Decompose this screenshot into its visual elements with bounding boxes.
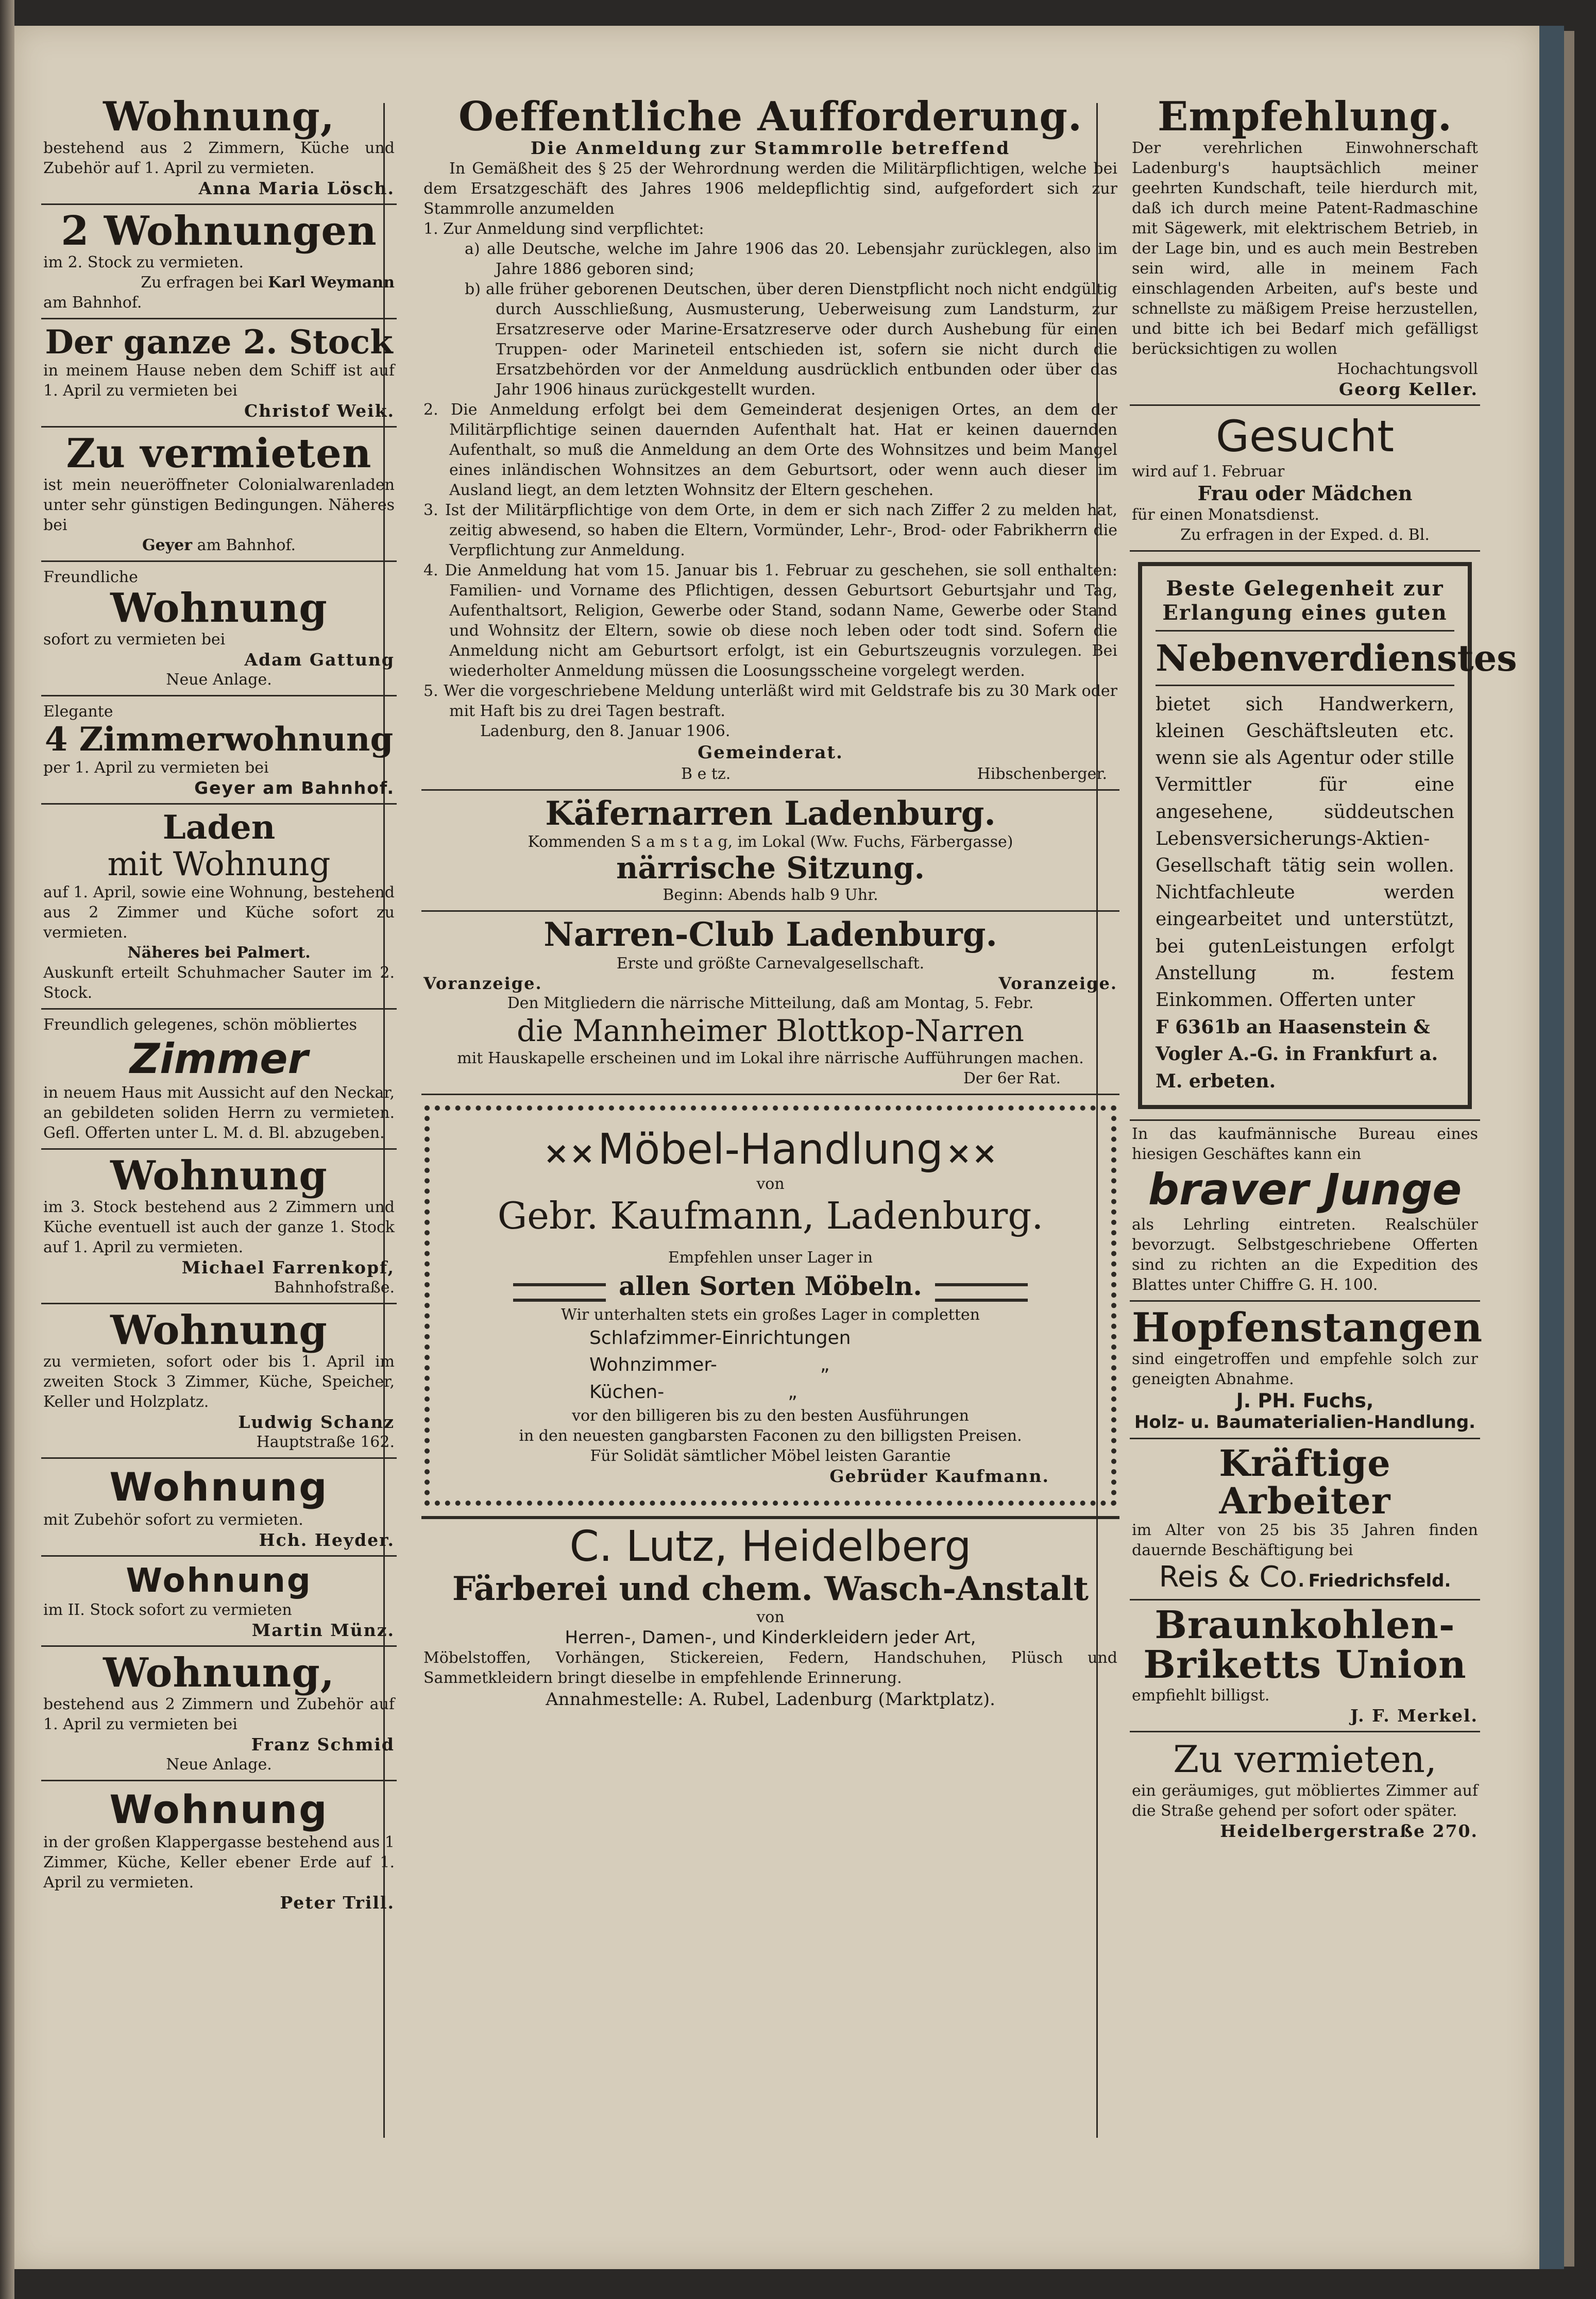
ad-text: Empfehlen unser Lager in	[668, 1248, 873, 1267]
ad-signature: Ludwig Schanz	[238, 1411, 395, 1432]
ad-text: zu vermieten, sofort oder bis 1. April im zweiten Stock 3 Zimmer, Küche, Speicher, Keller und Holzplatz.	[43, 1352, 395, 1411]
ad-title: Wohnung	[109, 1786, 329, 1832]
ad-text: im II. Stock sofort zu vermieten	[43, 1600, 292, 1619]
newspaper-page	[14, 26, 1539, 2269]
ad-text: Der verehrlichen Einwohnerschaft Ladenburg's hauptsächlich meiner geehrten Kundschaft, teile hierdurch mit, daß ich durch meine Patent-Radmaschine mit Sägewerk, mit elektrischem Betrieb, in der Lage bin, und es auch mein Bestreben sein wird, alle in meinem Fach einschlagenden Arbeiten, auf's beste und schnellste zu mäßigem Preise herzustellen, und bitte ich bei Bedarf mich gefälligst berücksichtigen zu wollen	[1132, 139, 1478, 358]
notice-intro: In Gemäßheit des § 25 der Wehrordnung werden die Militärpflichtigen, welche bei dem Ersatzgeschäft des Jahres 1906 meldepflichtig sind, aufgefordert sich zur Stammrolle anzumelden	[423, 159, 1117, 218]
column-right	[1130, 93, 1517, 1848]
ad-name: Näheres bei Palmert.	[127, 944, 311, 962]
notice-aufforderung	[421, 93, 1119, 791]
ad-title: Wohnung	[110, 1152, 328, 1200]
ad-firm: Gebr. Kaufmann, Ladenburg.	[497, 1194, 1044, 1237]
column-left	[41, 93, 397, 1920]
ad-text: bestehend aus 2 Zimmern, Küche und Zubehör auf 1. April zu vermieten.	[43, 139, 395, 177]
decor-marks: ××	[543, 1135, 596, 1171]
ad-greeting: Hochachtungsvoll	[1337, 360, 1478, 378]
notice-item: 5. Wer die vorgeschriebene Meldung unterläßt wird mit Geldstrafe bis zu 30 Mark oder mit Haft bis zu drei Tagen bestraft.	[423, 682, 1117, 720]
ad-text: im 2. Stock zu vermieten.	[43, 253, 244, 271]
book-spine	[0, 0, 14, 2299]
ad-text: Zu erfragen bei	[141, 273, 263, 292]
ad-name: Karl Weymann	[268, 273, 395, 292]
ad-text: im 3. Stock bestehend aus 2 Zimmern und Küche eventuell ist auch der ganze 1. Stock auf 1. April zu vermieten.	[43, 1198, 395, 1257]
ad-text: am Bahnhof.	[43, 293, 142, 312]
notice-signature: B e tz.	[681, 765, 731, 784]
ad-zimmer	[41, 1012, 397, 1150]
ad-signature: Martin Münz.	[251, 1620, 395, 1640]
ad-headline: allen Sorten Möbeln.	[619, 1270, 922, 1301]
ad-kaefernarren	[421, 793, 1119, 912]
ad-freundliche-wohnung	[41, 564, 397, 696]
ad-subline: Neue Anlage.	[166, 1755, 272, 1774]
decor-marks: ××	[945, 1135, 998, 1171]
ad-title: Briketts Union	[1143, 1643, 1467, 1688]
ad-text: von	[756, 1174, 785, 1193]
ad-signature: J. PH. Fuchs,	[1236, 1389, 1374, 1412]
ad-wohnung-trill	[41, 1783, 397, 1918]
ad-title: Wohnung,	[103, 1649, 335, 1696]
ad-title: Empfehlung.	[1157, 93, 1453, 140]
ad-title: Nebenverdienstes	[1156, 636, 1517, 679]
ad-text: in der großen Klappergasse bestehend aus 1 Zimmer, Küche, Keller ebener Erde auf 1. April zu vermieten.	[43, 1833, 395, 1892]
ad-zu-vermieten-zimmer	[1130, 1734, 1480, 1846]
ad-title: Narren-Club Ladenburg.	[544, 915, 997, 955]
ad-empfehlung	[1130, 93, 1480, 406]
notice-subitem: a) alle Deutsche, welche im Jahre 1906 das 20. Lebensjahr zurücklegen, also im Jahre 1886 geboren sind;	[465, 240, 1117, 278]
ad-text: Auskunft erteilt Schuhmacher Sauter im 2. Stock.	[43, 964, 395, 1002]
ad-title: Möbel-Handlung	[598, 1125, 943, 1174]
ad-text: ein geräumiges, gut möbliertes Zimmer auf die Straße gehend per sofort oder später.	[1132, 1781, 1478, 1820]
ad-text: mit Zubehör sofort zu vermieten.	[43, 1510, 303, 1529]
ad-text: in meinem Hause neben dem Schiff ist auf 1. April zu vermieten bei	[43, 362, 395, 400]
ad-lead: In das kaufmännische Bureau eines hiesigen Geschäftes kann ein	[1132, 1125, 1478, 1163]
ad-text: empfiehlt billigst.	[1132, 1686, 1270, 1705]
ad-firm: Reis & Co.	[1159, 1560, 1306, 1594]
ad-hopfenstangen	[1130, 1304, 1483, 1439]
ad-text: als Lehrling eintreten. Realschüler bevorzugt. Selbstgeschriebene Offerten sind zu richten an die Expedition des Blattes unter Chiffre G. H. 100.	[1132, 1215, 1478, 1294]
ad-moebel-handlung	[425, 1105, 1116, 1506]
ad-subline: Neue Anlage.	[166, 670, 272, 689]
ad-title: Wohnung	[126, 1561, 312, 1600]
ad-text: Den Mitgliedern die närrische Mitteilung, daß am Montag, 5. Febr.	[507, 994, 1034, 1012]
ad-signature: Georg Keller.	[1338, 379, 1478, 399]
ad-title: 2 Wohnungen	[61, 207, 377, 254]
ad-code: F 6361b an Haasenstein & Vogler A.-G. in Frankfurt a. M. erbeten.	[1156, 1016, 1438, 1092]
ad-text: im Alter von 25 bis 35 Jahren finden dauernde Beschäftigung bei	[1132, 1521, 1478, 1559]
ad-lead: Beste Gelegenheit zur	[1166, 576, 1444, 601]
ad-text: Kommenden S a m s t a g, im Lokal (Ww. Fuchs, Färbergasse)	[528, 833, 1013, 852]
ad-signature: Michael Farrenkopf,	[181, 1257, 395, 1278]
notice-date: Ladenburg, den 8. Januar 1906.	[480, 722, 731, 740]
ad-wohnung-heyder	[41, 1461, 397, 1557]
ad-elegante-wohnung	[41, 699, 397, 805]
ad-subline: Bahnhofstraße.	[274, 1279, 395, 1297]
ad-signature: Geyer am Bahnhof.	[194, 778, 395, 798]
ad-text: Erste und größte Carnevalgesellschaft.	[616, 954, 925, 973]
ad-item: Wohnzimmer-	[589, 1354, 717, 1376]
ad-text: per 1. April zu vermieten bei	[43, 759, 269, 777]
ad-narren-club	[421, 914, 1119, 1095]
ad-wohnung-schmid	[41, 1649, 397, 1781]
ad-text: am Bahnhof.	[197, 536, 296, 555]
ad-title: Wohnung	[110, 585, 328, 632]
ad-signature: Adam Gattung	[244, 649, 395, 670]
ad-item: Küchen-	[589, 1381, 665, 1403]
ad-kraeftige-arbeiter	[1130, 1441, 1480, 1600]
ad-text: ist mein neueröffneter Colonialwarenladen unter sehr günstigen Bedingungen. Näheres bei	[43, 476, 395, 535]
ad-ganze-stock	[41, 321, 397, 428]
ad-subline: Holz- u. Baumaterialien-Handlung.	[1134, 1411, 1476, 1433]
ad-text: in den neuesten gangbarsten Faconen zu den billigsten Preisen.	[519, 1426, 1022, 1445]
ad-signature: Gebrüder Kaufmann.	[829, 1466, 1049, 1486]
ad-signature: Peter Trill.	[280, 1892, 395, 1913]
ad-title: Käfernarren Ladenburg.	[545, 794, 996, 833]
notice-item: 4. Die Anmeldung hat vom 15. Januar bis 1. Februar zu geschehen, sie soll enthalten: Familien- und Vorname des Pflichtigen, dessen Geburtsort Geburtsjahr und Tag, Aufenthaltsort, Religion, Gewerbe oder Stand, sodann Name, Gewerbe oder Stand und Wohnsitz der Eltern, sowie ob diese noch leben oder todt sind. Sofern die Anmeldung nicht am Geburtsort erfolgt, ist ein Geburtszeugnis vorzulegen. Bei wiederholter Anmeldung müssen die Loosungsscheine vorgelegt werden.	[423, 561, 1117, 680]
ad-text: von	[756, 1608, 785, 1627]
ad-name: Geyer	[142, 536, 193, 555]
ad-text: wird auf 1. Februar	[1132, 462, 1285, 481]
ad-title: Braunkohlen-	[1154, 1603, 1455, 1647]
ad-lutz	[421, 1516, 1119, 1716]
ad-laden-wohnung	[41, 807, 397, 1010]
ad-text: sind eingetroffen und empfehle solch zur geneigten Abnahme.	[1132, 1350, 1478, 1388]
ad-signature: Christof Weik.	[244, 401, 395, 421]
notice-title: Oeffentliche Aufforderung.	[458, 93, 1083, 140]
ad-signature: Hch. Heyder.	[259, 1529, 395, 1550]
ad-nebenverdienst	[1138, 562, 1517, 1109]
ad-title: C. Lutz, Heidelberg	[569, 1522, 972, 1571]
binding-edge	[1539, 26, 1564, 2269]
ad-signature: Anna Maria Lösch.	[198, 178, 395, 198]
ad-title: Der ganze 2. Stock	[45, 322, 393, 362]
column-middle	[421, 93, 1119, 1718]
ad-title: mit Wohnung	[107, 845, 331, 883]
ad-title: Laden	[162, 808, 276, 847]
ad-lead: Erlangung eines guten	[1162, 600, 1448, 625]
ad-title: Wohnung	[110, 1307, 328, 1354]
ad-title: Wohnung,	[103, 93, 335, 140]
ad-title: Zu vermieten,	[1173, 1737, 1437, 1781]
ad-braver-junge	[1130, 1119, 1480, 1302]
ad-event: die Mannheimer Blottkop-Narren	[517, 1013, 1024, 1048]
ad-lead: Freundlich gelegenes, schön möbliertes	[43, 1016, 358, 1034]
ad-wohnung-farrenkopf	[41, 1152, 397, 1304]
notice-subitem: b) alle früher geborenen Deutschen, über deren Dienstpflicht noch nicht endgültig durch Ausschließung, Ausmusterung, Ueberweisung zum Landsturm, zur Ersatzreserve oder Marine-Ersatzreserve oder durch Aushebung für einen Truppen- oder Marineteil entschieden ist, sofern sie nicht durch die Ersatzbehörden vor der Anmeldung ausdrücklich entbunden oder über das Jahr 1906 hinaus zurückgestellt wurden.	[465, 280, 1117, 399]
ad-label: Voranzeige.	[423, 973, 542, 993]
ad-lead: Freundliche	[43, 568, 138, 587]
ad-place: Friedrichsfeld.	[1308, 1570, 1451, 1591]
ad-text: für einen Monatsdienst.	[1132, 505, 1319, 524]
decor-bars	[935, 1283, 1028, 1302]
ad-title: Kräftige Arbeiter	[1219, 1441, 1391, 1523]
ad-subline: Hauptstraße 162.	[256, 1433, 395, 1451]
ditto-mark: „	[820, 1354, 830, 1376]
ad-zu-vermieten-laden	[41, 430, 397, 562]
ad-text: sofort zu vermieten bei	[43, 630, 226, 649]
ad-title: Hopfenstangen	[1132, 1304, 1483, 1351]
ad-2-wohnungen	[41, 207, 397, 319]
ad-wohnung-muenz	[41, 1559, 397, 1647]
ad-title: Wohnung	[109, 1463, 329, 1510]
ad-text: Möbelstoffen, Vorhängen, Stickereien, Federn, Handschuhen, Plüsch und Sammetkleidern bringt dieselbe in empfehlende Erinnerung.	[423, 1649, 1117, 1688]
notice-signature: Hibschenberger.	[977, 765, 1107, 784]
ad-text: Für Solidät sämtlicher Möbel leisten Garantie	[590, 1446, 951, 1465]
ad-item: Schlafzimmer-Einrichtungen	[589, 1327, 851, 1349]
ad-label: Voranzeige.	[998, 973, 1117, 993]
ad-text: bestehend aus 2 Zimmern und Zubehör auf 1. April zu vermieten bei	[43, 1695, 395, 1733]
decor-bars	[513, 1283, 606, 1302]
ad-gesucht	[1130, 408, 1480, 552]
ad-title: Zu vermieten	[66, 430, 372, 478]
ad-title: Gesucht	[1215, 411, 1395, 462]
notice-authority: Gemeinderat.	[698, 742, 843, 763]
ad-subtitle: Färberei und chem. Wasch-Anstalt	[452, 1569, 1089, 1608]
ad-lead: Elegante	[43, 702, 113, 721]
ad-text: in neuem Haus mit Aussicht auf den Neckar, an gebildeten soliden Herrn zu vermieten. Gefl. Offerten unter L. M. d. Bl. abzugeben.	[43, 1084, 395, 1143]
ad-text: auf 1. April, sowie eine Wohnung, bestehend aus 2 Zimmer und Küche sofort zu vermieten.	[43, 883, 395, 942]
ad-text: Beginn: Abends halb 9 Uhr.	[663, 886, 878, 905]
ad-text: mit Hauskapelle erscheinen und im Lokal ihre närrische Aufführungen machen.	[457, 1049, 1084, 1067]
ad-text: Wir unterhalten stets ein großes Lager in completten	[561, 1306, 980, 1324]
binding-edge-inner	[1564, 31, 1574, 2267]
ditto-mark: „	[788, 1381, 797, 1403]
ad-event: närrische Sitzung.	[616, 850, 925, 886]
ad-text: vor den billigeren bis zu den besten Ausführungen	[572, 1406, 969, 1425]
notice-item: 2. Die Anmeldung erfolgt bei dem Gemeinderat desjenigen Ortes, an dem der Militärpflichtige seinen dauernden Aufenthalt hat. Hat er keinen dauernden Aufenthalt, so muß die Anmeldung an dem Orte des Wohnsitzes und beim Mangel eines inländischen Wohnsitzes an dem Geburtsort, oder wenn auch dieser im Ausland liegt, an dem letzten Wohnsitz der Eltern geschehen.	[423, 400, 1117, 499]
notice-item: 3. Ist der Militärpflichtige von dem Orte, in dem er sich nach Ziffer 2 zu melden hat, zeitig abwesend, so haben die Eltern, Vormünder, Lehr-, Brod- oder Fabrikherrn die Verpflichtung zur Anmeldung.	[423, 501, 1117, 559]
ad-signature: J. F. Merkel.	[1350, 1705, 1478, 1726]
ad-address: Annahmestelle: A. Rubel, Ladenburg (Marktplatz).	[546, 1689, 995, 1710]
ad-title: braver Junge	[1148, 1164, 1462, 1215]
ad-wohnung-loesch	[41, 93, 397, 205]
ad-title: 4 Zimmerwohnung	[44, 720, 394, 759]
notice-subtitle: Die Anmeldung zur Stammrolle betreffend	[530, 138, 1011, 159]
ad-briketts	[1130, 1603, 1480, 1732]
ad-wohnung-schanz	[41, 1306, 397, 1459]
ad-title: Zimmer	[130, 1035, 308, 1083]
ad-text: Herren-, Damen-, und Kinderkleidern jeder Art,	[565, 1627, 976, 1648]
ad-address: Heidelbergerstraße 270.	[1220, 1820, 1478, 1841]
ad-text: Zu erfragen in der Exped. d. Bl.	[1180, 525, 1430, 544]
ad-text: bietet sich Handwerkern, kleinen Geschäftsleuten etc. wenn sie als Agentur oder stille Vermittler für eine angesehene, süddeutschen Lebensversicherungs-Aktien-Gesellschaft tätig sein wollen. Nichtfachleute werden eingearbeitet und unterstützt, bei gutenLeistungen erfolgt Anstellung m. festem Einkommen. Offerten unter	[1156, 693, 1454, 1011]
ad-text: Frau oder Mädchen	[1197, 481, 1413, 505]
ad-signature: Der 6er Rat.	[963, 1069, 1061, 1087]
ad-signature: Franz Schmid	[251, 1734, 395, 1755]
notice-item: 1. Zur Anmeldung sind verpflichtet:	[423, 219, 704, 238]
